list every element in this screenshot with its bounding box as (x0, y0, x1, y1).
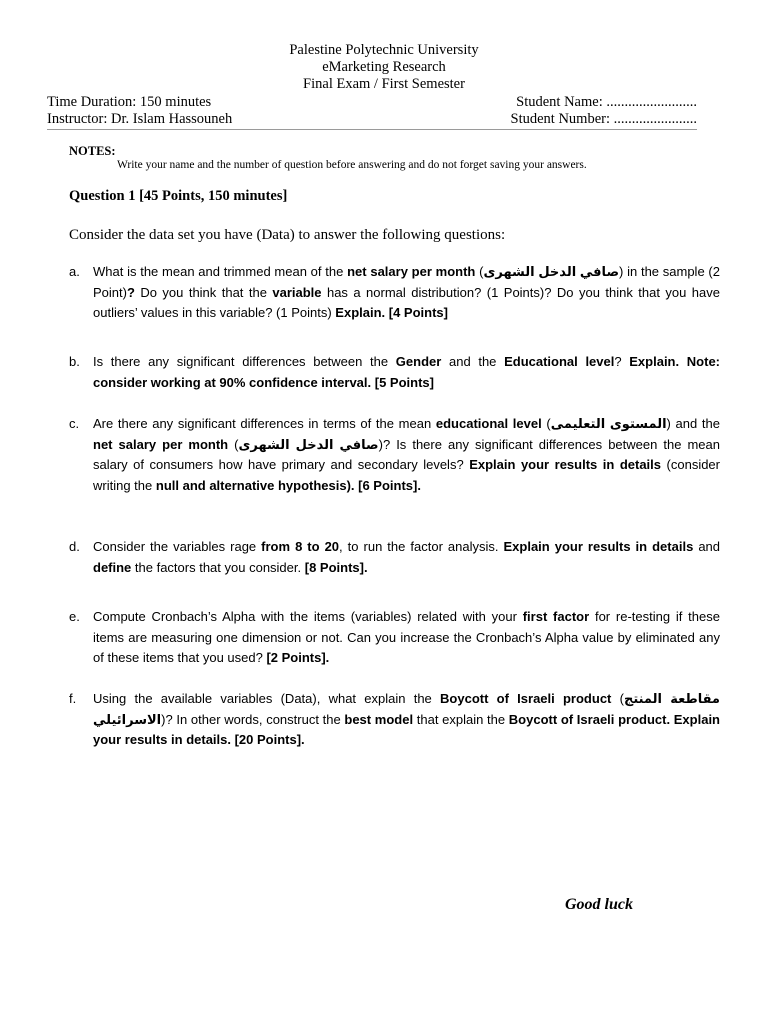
meta-row-1 (47, 94, 697, 111)
text-segment: net salary per month (347, 264, 476, 279)
text-segment: )? Is there any significant differences between the mean salary of consumers how have primary and secondary levels? (93, 436, 720, 472)
item-letter: a. (69, 264, 80, 279)
text-segment: first factor (522, 609, 590, 624)
item-text (93, 414, 720, 496)
text-segment: define (93, 559, 132, 575)
text-segment: Do you think that the (134, 284, 273, 300)
text-segment: for re-testing if these items are measuring one dimension or not. Can you increase the Cronbach’s Alpha value by eliminated any of these items that you used? (93, 609, 720, 665)
text-segment: variable (272, 284, 322, 300)
item-letter: e. (69, 609, 80, 624)
item-letter: d. (69, 539, 80, 554)
text-segment: the factors that you consider. (131, 559, 305, 575)
student-name-field: Student Name: ......................... (516, 94, 697, 110)
student-number-field: Student Number: ....................... (510, 111, 697, 127)
item-text (93, 537, 720, 578)
item-text (93, 607, 720, 669)
notes-text: Write your name and the number of question before answering and do not forget saving your answers. (117, 159, 587, 171)
text-segment: Using the available variables (Data), what explain the (93, 691, 441, 706)
text-segment: ? (614, 354, 630, 369)
text-segment: Explain your results in details (503, 539, 694, 554)
text-segment: Educational level (504, 354, 615, 369)
text-segment: ( (475, 264, 484, 279)
text-segment: Boycott of Israeli product. Explain your results in details. [20 Points]. (93, 711, 720, 747)
university-name: Palestine Polytechnic University (289, 42, 479, 58)
text-segment: Are there any significant differences in terms of the mean (93, 416, 436, 431)
question-item-d (69, 537, 720, 578)
time-duration: Time Duration: 150 minutes (47, 94, 212, 110)
text-segment: ( (541, 416, 551, 431)
question-item-c (69, 414, 720, 496)
text-segment: , to run the factor analysis. (339, 539, 504, 554)
text-segment: has a normal distribution? (1 Points)? Do you think that you have outliers’ values in this variable? (1 Points) (93, 284, 720, 320)
text-segment: that explain the (413, 711, 509, 727)
question-item-b (69, 352, 720, 393)
text-segment: [8 Points]. (304, 559, 368, 575)
text-segment: and the (441, 354, 505, 369)
text-segment: ) in the sample (2 Point) (93, 264, 720, 300)
meta-row-2 (47, 111, 697, 128)
notes-title: NOTES: (69, 144, 116, 158)
item-letter: b. (69, 354, 80, 369)
text-segment: ( (611, 691, 624, 706)
arabic-term: المستوى التعليمى (550, 416, 667, 431)
exam-title: Final Exam / First Semester (303, 76, 465, 92)
question-intro: Consider the data set you have (Data) to answer the following questions: (69, 227, 506, 243)
text-segment: Explain your results in details (469, 457, 662, 472)
text-segment: ? (126, 284, 135, 300)
arabic-term: مقاطعة المنتج الاسرائيلي (93, 691, 720, 727)
exam-header (0, 42, 768, 93)
arabic-term: صافي الدخل الشهرى (238, 436, 379, 452)
text-segment: Explain. Note: consider working at 90% confidence interval. [5 Points] (93, 354, 721, 390)
item-text (93, 689, 720, 751)
text-segment: Explain. [4 Points] (335, 305, 448, 320)
text-segment: from 8 to 20 (261, 539, 340, 554)
text-segment: (consider writing the (93, 457, 720, 493)
item-letter: f. (69, 691, 77, 706)
text-segment: What is the mean and trimmed mean of the (93, 264, 348, 279)
text-segment: educational level (435, 416, 542, 431)
course-name: eMarketing Research (322, 59, 446, 75)
text-segment: null and alternative hypothesis). [6 Points]. (155, 477, 421, 493)
question-item-a (69, 262, 720, 324)
instructor: Instructor: Dr. Islam Hassouneh (47, 111, 233, 127)
item-letter: c. (69, 416, 80, 431)
text-segment: and (693, 539, 721, 554)
item-text (93, 352, 720, 393)
question-item-e (69, 607, 720, 669)
text-segment: Boycott of Israeli product (440, 691, 612, 706)
text-segment: Gender (395, 354, 442, 369)
text-segment: Is there any significant differences between the (93, 354, 396, 369)
header-divider (47, 129, 697, 130)
text-segment: ( (228, 436, 239, 452)
text-segment: best model (344, 711, 414, 727)
text-segment: net salary per month (93, 436, 229, 452)
text-segment: [2 Points]. (266, 650, 330, 665)
text-segment: )? In other words, construct the (161, 711, 345, 727)
text-segment: Compute Cronbach’s Alpha with the items (variables) related with your (93, 609, 523, 624)
item-text (93, 262, 720, 324)
text-segment: ) and the (666, 416, 721, 431)
closing-text: Good luck (565, 896, 633, 913)
text-segment: Consider the variables rage (93, 539, 262, 554)
question-title: Question 1 [45 Points, 150 minutes] (69, 188, 288, 204)
arabic-term: صافي الدخل الشهرى (483, 264, 620, 279)
question-item-f (69, 689, 720, 751)
